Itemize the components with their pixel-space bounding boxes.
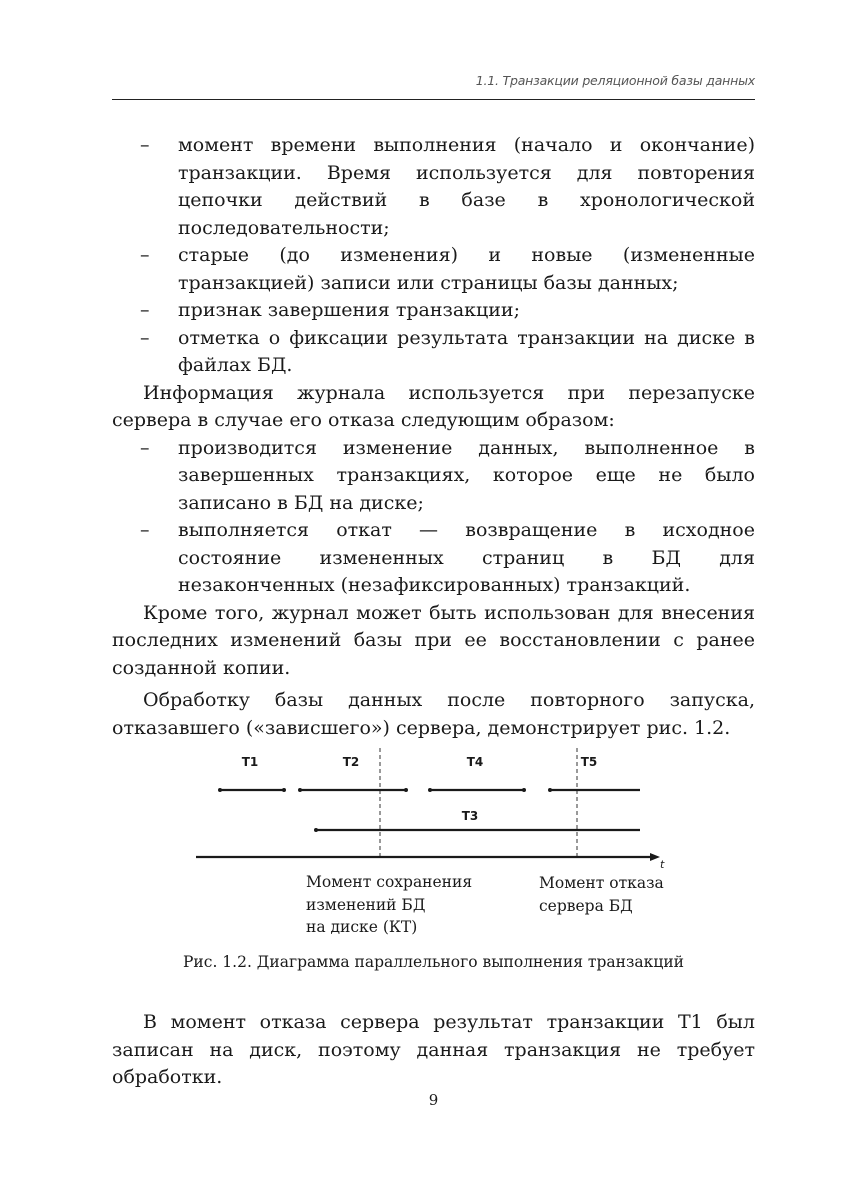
axis-label: t bbox=[660, 858, 665, 871]
transaction-diagram bbox=[190, 740, 670, 940]
transaction-label-t5: T5 bbox=[580, 755, 598, 769]
list-item-text: старые (до изменения) и новые (измененные транзакцией) записи или страницы базы данных; bbox=[178, 244, 755, 294]
list-item bbox=[112, 132, 755, 242]
list-item-text: отметка о фиксации результата транзакции на диске в файлах БД. bbox=[178, 326, 755, 376]
figure-caption: Рис. 1.2. Диаграмма параллельного выполнения транзакций bbox=[183, 953, 684, 971]
list-dash: – bbox=[140, 299, 150, 321]
page-number: 9 bbox=[428, 1091, 439, 1109]
paragraph: Обработку базы данных после повторного запуска, отказавшего («зависшего») сервера, демонстрирует рис. 1.2. bbox=[112, 689, 755, 739]
list-dash: – bbox=[140, 134, 150, 156]
list-item bbox=[112, 242, 755, 297]
list-item bbox=[112, 435, 755, 518]
list-item bbox=[112, 297, 755, 325]
checkpoint-label-line: изменений БД bbox=[306, 896, 426, 914]
paragraph: Информация журнала используется при перезапуске сервера в случае его отказа следующим образом: bbox=[112, 381, 755, 431]
transaction-label-t1: T1 bbox=[241, 755, 259, 769]
transaction-endpoint bbox=[314, 828, 318, 832]
list-item bbox=[112, 325, 755, 380]
failure-label bbox=[539, 874, 669, 915]
header-rule bbox=[112, 99, 755, 100]
failure-label-line: Момент отказа bbox=[539, 874, 664, 892]
checkpoint-label-line: Момент сохранения bbox=[306, 873, 473, 891]
transaction-endpoint bbox=[298, 788, 302, 792]
transaction-label-t4: T4 bbox=[466, 755, 484, 769]
closing-text bbox=[112, 1009, 755, 1092]
transaction-endpoint bbox=[522, 788, 526, 792]
transaction-endpoint bbox=[404, 788, 408, 792]
paragraph: Кроме того, журнал может быть использован для внесения последних изменений базы при ее восстановлении с ранее созданной копии. bbox=[112, 601, 755, 679]
list-item-text: момент времени выполнения (начало и окончание) транзакции. Время используется для повторения цепочки действий в базе в хронологической последовательности; bbox=[178, 134, 755, 239]
transaction-endpoint bbox=[548, 788, 552, 792]
list-1 bbox=[112, 132, 755, 742]
transaction-label-t2: T2 bbox=[342, 755, 360, 769]
transaction-endpoint bbox=[218, 788, 222, 792]
transaction-endpoint bbox=[282, 788, 286, 792]
checkpoint-label-line: на диске (КТ) bbox=[306, 918, 418, 936]
list-item-text: производится изменение данных, выполненное в завершенных транзакциях, которое еще не было записано в БД на диске; bbox=[178, 436, 755, 514]
transaction-label-t3: T3 bbox=[461, 809, 479, 823]
list-dash: – bbox=[140, 326, 150, 349]
transaction-endpoint bbox=[428, 788, 432, 792]
failure-label-line: сервера БД bbox=[539, 897, 633, 915]
list-item-text: выполняется откат — возвращение в исходное состояние измененных страниц в БД для незаконченных (незафиксированных) транзакций. bbox=[178, 519, 755, 596]
list-dash: – bbox=[140, 436, 150, 459]
list-dash: – bbox=[140, 244, 150, 266]
running-header: 1.1. Транзакции реляционной базы данных bbox=[475, 73, 755, 88]
list-dash: – bbox=[140, 519, 150, 541]
time-axis-arrow-icon bbox=[650, 853, 660, 861]
list-item-text: признак завершения транзакции; bbox=[178, 299, 520, 321]
list-item bbox=[112, 517, 755, 600]
paragraph: В момент отказа сервера результат транзакции T1 был записан на диск, поэтому данная транзакция не требует обработки. bbox=[112, 1011, 755, 1088]
checkpoint-label bbox=[306, 873, 477, 936]
